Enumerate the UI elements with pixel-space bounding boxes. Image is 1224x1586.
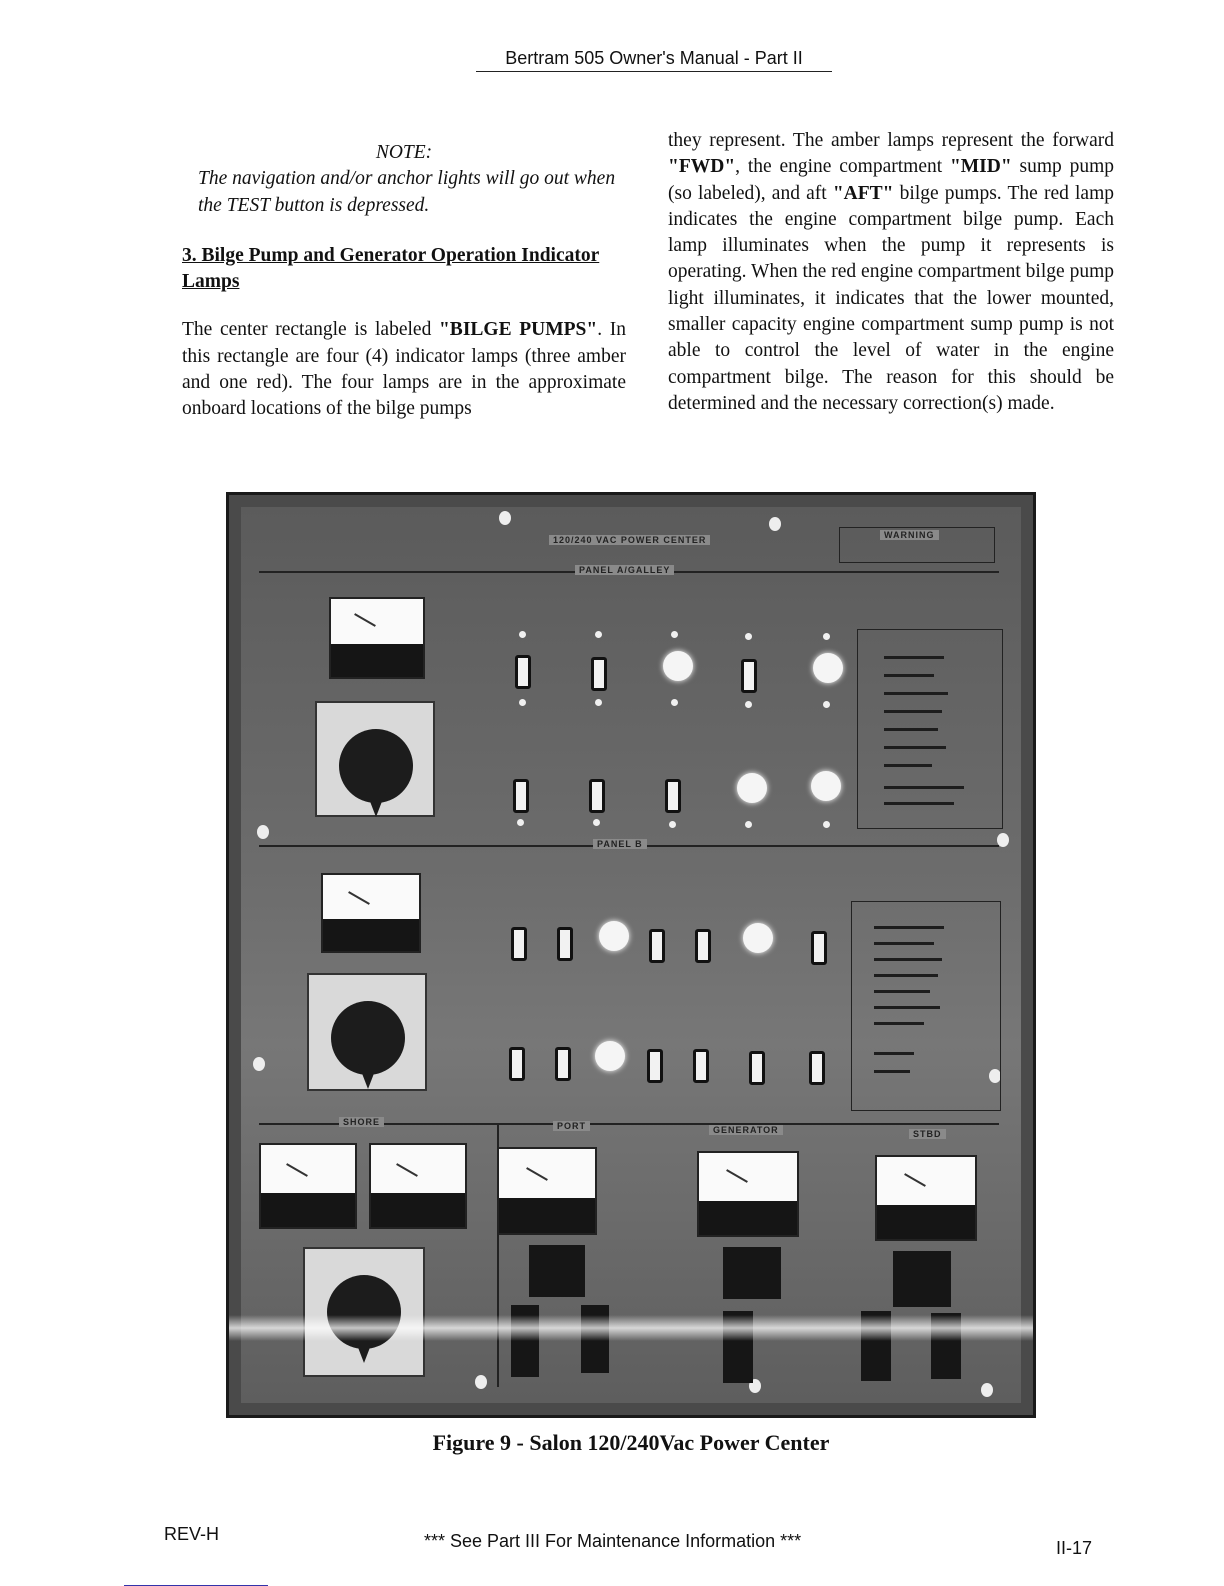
stbd-label: STBD [909,1129,946,1139]
panel-title: 120/240 VAC POWER CENTER [549,535,710,545]
indicator-dot [595,699,602,706]
port-label: PORT [553,1121,590,1131]
legend-text-line [874,974,938,977]
legend-text-line [874,958,942,961]
indicator-dot [593,819,600,826]
page-header: Bertram 505 Owner's Manual - Part II [476,48,832,72]
text-run: they represent. The amber lamps represent the forward [668,130,1114,151]
legend-text-line [874,1070,910,1073]
left-column [182,140,626,423]
mid-label: "MID" [949,156,1012,178]
aft-label: "AFT" [832,182,894,204]
indicator-dot [671,699,678,706]
power-center-photo [226,492,1036,1418]
section-title: 3. Bilge Pump and Generator Operation Indicator Lamps [182,244,600,293]
breaker-switch[interactable] [665,779,681,813]
breaker-switch[interactable] [695,929,711,963]
breaker-switch[interactable] [649,929,665,963]
note-text: The navigation and/or anchor lights will go out when the TEST button is depressed. [198,168,616,216]
section-paragraph-right [668,128,1114,417]
breaker-switch[interactable] [589,779,605,813]
shore-meter-1 [259,1143,357,1229]
figure-caption: Figure 9 - Salon 120/240Vac Power Center [432,1430,830,1455]
rivet [499,511,511,525]
text-run: . In this rectangle are four (4) indicator lamps (three amber and one red). The four lamps are in the approximate onboard locations of the bilge pumps [182,319,627,420]
legend-text-line [874,1022,924,1025]
legend-text-line [884,674,934,677]
port-main-breaker[interactable] [529,1245,585,1297]
indicator-dot [517,819,524,826]
footer-note: *** See Part III For Maintenance Information *** [424,1531,802,1551]
breaker-switch[interactable] [555,1047,571,1081]
legend-text-line [874,990,930,993]
revision-label: REV-H [164,1524,220,1544]
breaker-switch[interactable] [511,927,527,961]
legend-text-line [884,728,938,731]
stbd-main-breaker[interactable] [893,1251,951,1307]
note-label: NOTE: [375,142,433,163]
panel-b-selector-switch[interactable] [307,973,427,1091]
indicator-lamp [737,773,767,803]
stbd-meter [875,1155,977,1241]
legend-text-line [884,656,944,659]
legend-text-line [884,802,954,805]
legend-text-line [874,926,944,929]
breaker-switch[interactable] [515,655,531,689]
bilge-pumps-legend [857,629,1003,829]
rivet [769,517,781,531]
text-run: , the engine compartment [735,156,950,178]
panel-a-label: PANEL A/GALLEY [575,565,674,575]
breaker-switch[interactable] [647,1049,663,1083]
indicator-dot [745,633,752,640]
breaker-switch[interactable] [509,1047,525,1081]
indicator-dot [519,631,526,638]
breaker-switch[interactable] [809,1051,825,1085]
rivet [257,825,269,839]
indicator-dot [823,701,830,708]
shore-label: SHORE [339,1117,384,1127]
text-run: The center rectangle is labeled [182,319,439,341]
panel-b-label: PANEL B [593,839,647,849]
rivet [981,1383,993,1397]
generator-meter [697,1151,799,1237]
text-run: bilge pumps. The red lamp indicates the engine compartment bilge pump. Each lamp illuminates when the pump it represents is operating. When the red engine compartment bilge pump light illuminates, it indicates that the lower mounted, smaller capacity engine compartment sump pump is not able to control the level of water in the engine compartment bilge. The reason for this should be determined and the necessary correction(s) made. [668,182,1114,414]
indicator-lamp [811,771,841,801]
breaker-switch[interactable] [591,657,607,691]
indicator-lamp [595,1041,625,1071]
indicator-dot [669,821,676,828]
right-column [668,128,1114,417]
breaker-switch[interactable] [811,931,827,965]
rivet [253,1057,265,1071]
generator-legend [851,901,1001,1111]
port-meter [497,1147,597,1235]
indicator-dot [745,701,752,708]
warning-label: WARNING [880,530,939,540]
legend-text-line [884,786,964,789]
bilge-pumps-label: "BILGE PUMPS" [438,319,598,341]
indicator-lamp [663,651,693,681]
breaker-switch[interactable] [513,779,529,813]
breaker-switch[interactable] [693,1049,709,1083]
panel-a-selector-switch[interactable] [315,701,435,817]
breaker-switch[interactable] [557,927,573,961]
indicator-dot [823,821,830,828]
indicator-dot [519,699,526,706]
legend-text-line [884,692,948,695]
generator-main-breaker[interactable] [723,1247,781,1299]
legend-text-line [884,764,932,767]
panel-b-meter [321,873,421,953]
indicator-lamp [599,921,629,951]
fwd-label: "FWD" [668,156,736,178]
legend-text-line [874,1006,940,1009]
warning-box [839,527,995,563]
generator-label: GENERATOR [709,1125,783,1135]
indicator-dot [745,821,752,828]
rivet [475,1375,487,1389]
legend-text-line [874,942,934,945]
legend-text-line [884,710,942,713]
photo-glare [229,1315,1033,1341]
indicator-dot [595,631,602,638]
indicator-lamp [813,653,843,683]
page-number: II-17 [1056,1538,1093,1558]
legend-text-line [884,746,946,749]
panel-a-meter [329,597,425,679]
indicator-dot [823,633,830,640]
shore-selector-switch[interactable] [303,1247,425,1377]
indicator-dot [671,631,678,638]
breaker-switch[interactable] [741,659,757,693]
section-paragraph-left [182,317,626,422]
breaker-switch[interactable] [749,1051,765,1085]
indicator-lamp [743,923,773,953]
shore-meter-2 [369,1143,467,1229]
text-run: sump pump (so labeled), and aft [668,156,1114,204]
legend-text-line [874,1052,914,1055]
